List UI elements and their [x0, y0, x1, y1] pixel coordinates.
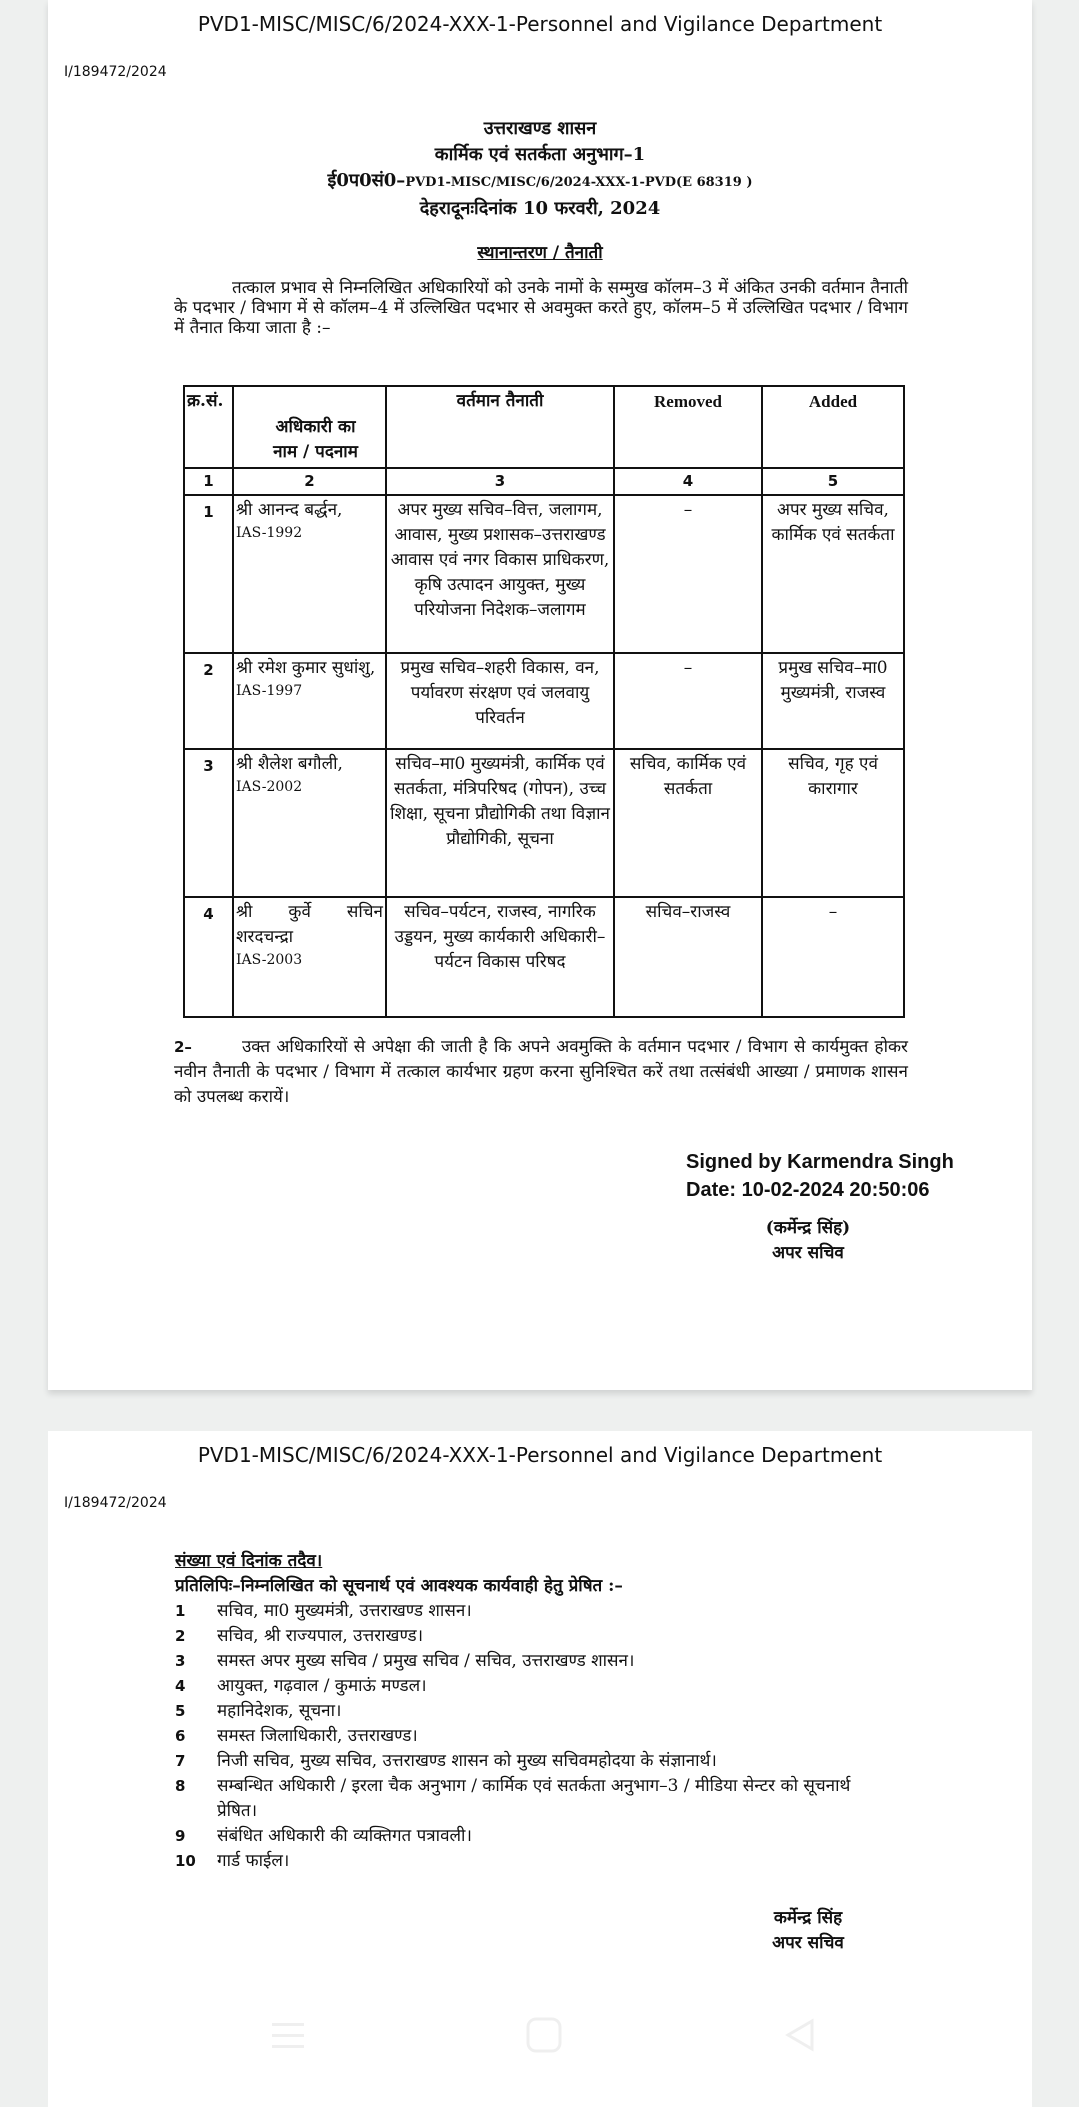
table-header-row: [184, 386, 904, 468]
column-number: 2: [233, 468, 386, 495]
document-page-2: [48, 1431, 1032, 2107]
list-item: 7 निजी सचिव, मुख्य सचिव, उत्तराखण्ड शासन को मुख्य सचिवमहोदया के संज्ञानार्थ।: [175, 1751, 717, 1771]
added-posting: प्रमुख सचिव–मा0 मुख्यमंत्री, राजस्व: [762, 653, 904, 749]
recipient-list: [175, 1599, 875, 1874]
officer-name: श्री रमेश कुमार सुधांशु, IAS-1997: [233, 653, 386, 749]
subject-heading: स्थानान्तरण / तैनाती: [477, 243, 603, 263]
officer-name: श्री आनन्द बर्द्धन, IAS-1992: [233, 495, 386, 653]
removed-posting: –: [614, 653, 762, 749]
list-item: 1 सचिव, मा0 मुख्यमंत्री, उत्तराखण्ड शासन।: [175, 1601, 472, 1621]
list-item: 4 आयुक्त, गढ़वाल / कुमाऊं मण्डल।: [175, 1676, 427, 1696]
home-icon[interactable]: [524, 2015, 564, 2055]
column-number: 4: [614, 468, 762, 495]
table-row: [184, 653, 904, 749]
header-current-posting: वर्तमान तैनाती: [386, 386, 614, 468]
government-name: उत्तराखण्ड शासन: [483, 118, 597, 139]
page-header: PVD1-MISC/MISC/6/2024-XXX-1-Personnel and Vigilance Department: [197, 1443, 883, 1467]
list-item: 10 गार्ड फाईल।: [175, 1851, 290, 1871]
signer-name: कर्मेन्द्र सिंह: [773, 1908, 843, 1928]
list-item: 9 संबंधित अधिकारी की व्यक्तिगत पत्रावली।: [175, 1826, 472, 1846]
serial-number: 2: [184, 653, 233, 749]
current-posting: सचिव–मा0 मुख्यमंत्री, कार्मिक एवं सतर्कता, मंत्रिपरिषद (गोपन), उच्च शिक्षा, सूचना प्रौद्योगिकी तथा विज्ञान प्रौद्योगिकी, सूचना: [386, 749, 614, 897]
removed-posting: सचिव, कार्मिक एवं सतर्कता: [614, 749, 762, 897]
letter-number: ई0प0सं0–PVD1-MISC/MISC/6/2024-XXX-1-PVD(E 68319 ): [327, 170, 753, 191]
reference-line: संख्या एवं दिनांक तदैव।: [175, 1551, 323, 1571]
list-item: 5 महानिदेशक, सूचना।: [175, 1701, 342, 1721]
copy-line: प्रतिलिपिः–निम्नलिखित को सूचनार्थ एवं आवश्यक कार्यवाही हेतु प्रेषित :–: [175, 1576, 623, 1596]
intro-paragraph: तत्काल प्रभाव से निम्नलिखित अधिकारियों को उनके नामों के सम्मुख कॉलम–3 में अंकित उनकी वर्तमान तैनाती के पदभार / विभाग में से कॉलम–4 में उल्लिखित पदभार से अवमुक्त करते हुए, कॉलम–5 में उल्लिखित पदभार / विभाग में तैनात किया जाता है :–: [174, 278, 908, 338]
signatory: [748, 1216, 868, 1266]
column-number: 3: [386, 468, 614, 495]
signed-by: Signed by Karmendra Singh: [686, 1151, 954, 1173]
removed-posting: सचिव–राजस्व: [614, 897, 762, 1017]
instruction-paragraph: 2– उक्त अधिकारियों से अपेक्षा की जाती है कि अपने अवमुक्ति के वर्तमान पदभार / विभाग से कार्यमुक्त होकर नवीन तैनाती के पदभार / विभाग में तत्काल कार्यभार ग्रहण करना सुनिश्चित करें तथा तत्संबंधी आख्या / प्रमाणक शासन को उपलब्ध करायें।: [174, 1037, 908, 1107]
digital-signature: [686, 1148, 954, 1204]
serial-number: 4: [184, 897, 233, 1017]
system-navigation-bar: [0, 2015, 1079, 2075]
signatory: [748, 1906, 868, 1956]
list-item: 6 समस्त जिलाधिकारी, उत्तराखण्ड।: [175, 1726, 418, 1746]
header-added: Added: [762, 386, 904, 468]
signer-name: (कर्मेन्द्र सिंह): [765, 1218, 851, 1238]
table-row: [184, 495, 904, 653]
table-row: [184, 749, 904, 897]
copy-heading: [175, 1549, 623, 1599]
current-posting: प्रमुख सचिव–शहरी विकास, वन, पर्यावरण संरक्षण एवं जलवायु परिवर्तन: [386, 653, 614, 749]
signed-date: Date: 10-02-2024 20:50:06: [686, 1179, 930, 1201]
officer-name: श्री कुर्वे सचिन शरदचन्द्रा IAS-2003: [233, 897, 386, 1017]
document-page-1: [48, 0, 1032, 1390]
page-header: PVD1-MISC/MISC/6/2024-XXX-1-Personnel and Vigilance Department: [197, 12, 883, 36]
serial-number: 1: [184, 495, 233, 653]
list-item: 8 सम्बन्धित अधिकारी / इरला चैक अनुभाग / कार्मिक एवं सतर्कता अनुभाग–3 / मीडिया सेन्टर को सूचनार्थ प्रेषित।: [175, 1776, 851, 1821]
added-posting: सचिव, गृह एवं कारागार: [762, 749, 904, 897]
list-item: 2 सचिव, श्री राज्यपाल, उत्तराखण्ड।: [175, 1626, 424, 1646]
file-number: I/189472/2024: [64, 1495, 167, 1511]
section-name: कार्मिक एवं सतर्कता अनुभाग–1: [434, 144, 646, 165]
file-number: I/189472/2024: [64, 64, 167, 80]
table-row: [184, 897, 904, 1017]
officer-name: श्री शैलेश बगौली, IAS-2002: [233, 749, 386, 897]
signer-designation: अपर सचिव: [772, 1243, 844, 1263]
transfer-table: [183, 385, 905, 1018]
added-posting: अपर मुख्य सचिव, कार्मिक एवं सतर्कता: [762, 495, 904, 653]
removed-posting: –: [614, 495, 762, 653]
column-number: 1: [184, 468, 233, 495]
column-number: 5: [762, 468, 904, 495]
serial-number: 3: [184, 749, 233, 897]
list-item: 3 समस्त अपर मुख्य सचिव / प्रमुख सचिव / सचिव, उत्तराखण्ड शासन।: [175, 1651, 635, 1671]
header-removed: Removed: [614, 386, 762, 468]
column-number-row: [184, 468, 904, 495]
header-serial: क्र.सं.: [184, 386, 233, 468]
current-posting: सचिव–पर्यटन, राजस्व, नागरिक उड्डयन, मुख्य कार्यकारी अधिकारी–पर्यटन विकास परिषद: [386, 897, 614, 1017]
menu-icon[interactable]: [268, 2015, 308, 2055]
header-officer: अधिकारी का नाम / पदनाम: [233, 386, 386, 468]
back-icon[interactable]: [780, 2015, 820, 2055]
current-posting: अपर मुख्य सचिव–वित्त, जलागम, आवास, मुख्य प्रशासक–उत्तराखण्ड आवास एवं नगर विकास प्राधिकरण, कृषि उत्पादन आयुक्त, मुख्य परियोजना निदेशक–जलागम: [386, 495, 614, 653]
signer-designation: अपर सचिव: [772, 1933, 844, 1953]
added-posting: –: [762, 897, 904, 1017]
date-line: देहरादूनःदिनांक 10 फरवरी, 2024: [419, 198, 661, 219]
letterhead: [48, 116, 1032, 222]
